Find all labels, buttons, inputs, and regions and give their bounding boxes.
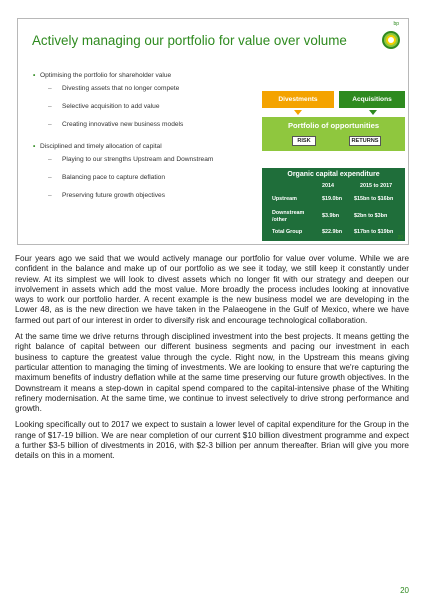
capex-col-header: 2015 to 2017 bbox=[360, 183, 393, 189]
arrow-down-icon bbox=[294, 110, 302, 115]
bp-logo-text: bp bbox=[393, 21, 399, 27]
bp-logo-icon bbox=[378, 23, 404, 53]
slide-panel bbox=[17, 18, 409, 245]
paragraph: At the same time we drive returns through disciplined investment into the best projects. It means getting the right balance of capital between our different business segments and pacing our investment in each business to capture the greatest value through the cycle. Right now, in the Upstream this means giving particular attention to managing the timing of investments. We are looking to ensure that we're capturing the maximum benefits of industry deflation while at the same time preserving our future growth objectives. In the Downstream it means a step-down in capital spend compared to the capital-intensive phase of the Whiting refinery modernisation. At the same time, we continue to invest selectively to drive strong performance and growth. bbox=[15, 332, 409, 414]
paragraph: Four years ago we said that we would actively manage our portfolio for value over volume. While we are confident in the balance and make up of our portfolio as we see it today, we still keep it constantly under review. At its simplest we will look to divest assets which no longer fit with our strategy and deepen our involvement in assets which add the most value. More broadly the process includes looking at innovative ways to work our portfolio harder. A recent example is the new business model we are developing in the Lower 48, as is the new direction we have taken in the Palaeogene in the Gulf of Mexico, where we have farmed out part of our interest in order to diversify risk and encourage technological collaboration. bbox=[15, 254, 409, 325]
portfolio-title: Portfolio of opportunities bbox=[287, 121, 380, 130]
divestments-box: Divestments bbox=[262, 91, 334, 108]
capex-col-header: 2014 bbox=[322, 183, 334, 189]
sub-bullet: – Playing to our strengths Upstream and Downstream bbox=[48, 156, 214, 163]
sub-bullet: – Preserving future growth objectives bbox=[48, 192, 165, 199]
capex-title: Organic capital expenditure bbox=[287, 171, 380, 178]
bullet-item: • Optimising the portfolio for shareholder value bbox=[33, 72, 172, 79]
returns-tag: RETURNS bbox=[349, 136, 381, 146]
sub-bullet: – Balancing pace to capture deflation bbox=[48, 174, 166, 181]
bullet-text: Disciplined and timely allocation of capital bbox=[40, 143, 162, 150]
bullet-list bbox=[32, 71, 240, 209]
slide-title: Actively managing our portfolio for value over volume bbox=[32, 33, 347, 48]
arrow-down-icon bbox=[369, 110, 377, 115]
bullet-text: Optimising the portfolio for shareholder value bbox=[40, 72, 172, 79]
slide-number: 20 bbox=[397, 235, 403, 241]
capex-table: Organic capital expenditure 2014 2015 to 2017 Upstream $19.0bn $15bn to $16bn Downstream /other $3.9bn $2bn to $3bn Total Group $22.9bn $17bn to $19bn bbox=[262, 168, 405, 241]
risk-tag: RISK bbox=[292, 136, 316, 146]
body-text bbox=[15, 254, 409, 468]
page-number: 20 bbox=[400, 586, 409, 595]
sub-bullet: – Selective acquisition to add value bbox=[48, 103, 160, 110]
sub-bullet: – Creating innovative new business models bbox=[48, 121, 184, 128]
portfolio-box bbox=[262, 117, 405, 151]
sub-bullet: – Divesting assets that no longer compete bbox=[48, 85, 180, 92]
acquisitions-box: Acquisitions bbox=[339, 91, 405, 108]
bullet-item: • Disciplined and timely allocation of capital bbox=[33, 143, 162, 150]
paragraph: Looking specifically out to 2017 we expect to sustain a lower level of capital expenditure for the Group in the range of $17-19 billion. We are near completion of our current $10 billion divestment programme and expect a further $3-5 billion of divestments in 2016, with $2-3 billion per annum thereafter. Brian will give you more details on this in a moment. bbox=[15, 420, 409, 461]
